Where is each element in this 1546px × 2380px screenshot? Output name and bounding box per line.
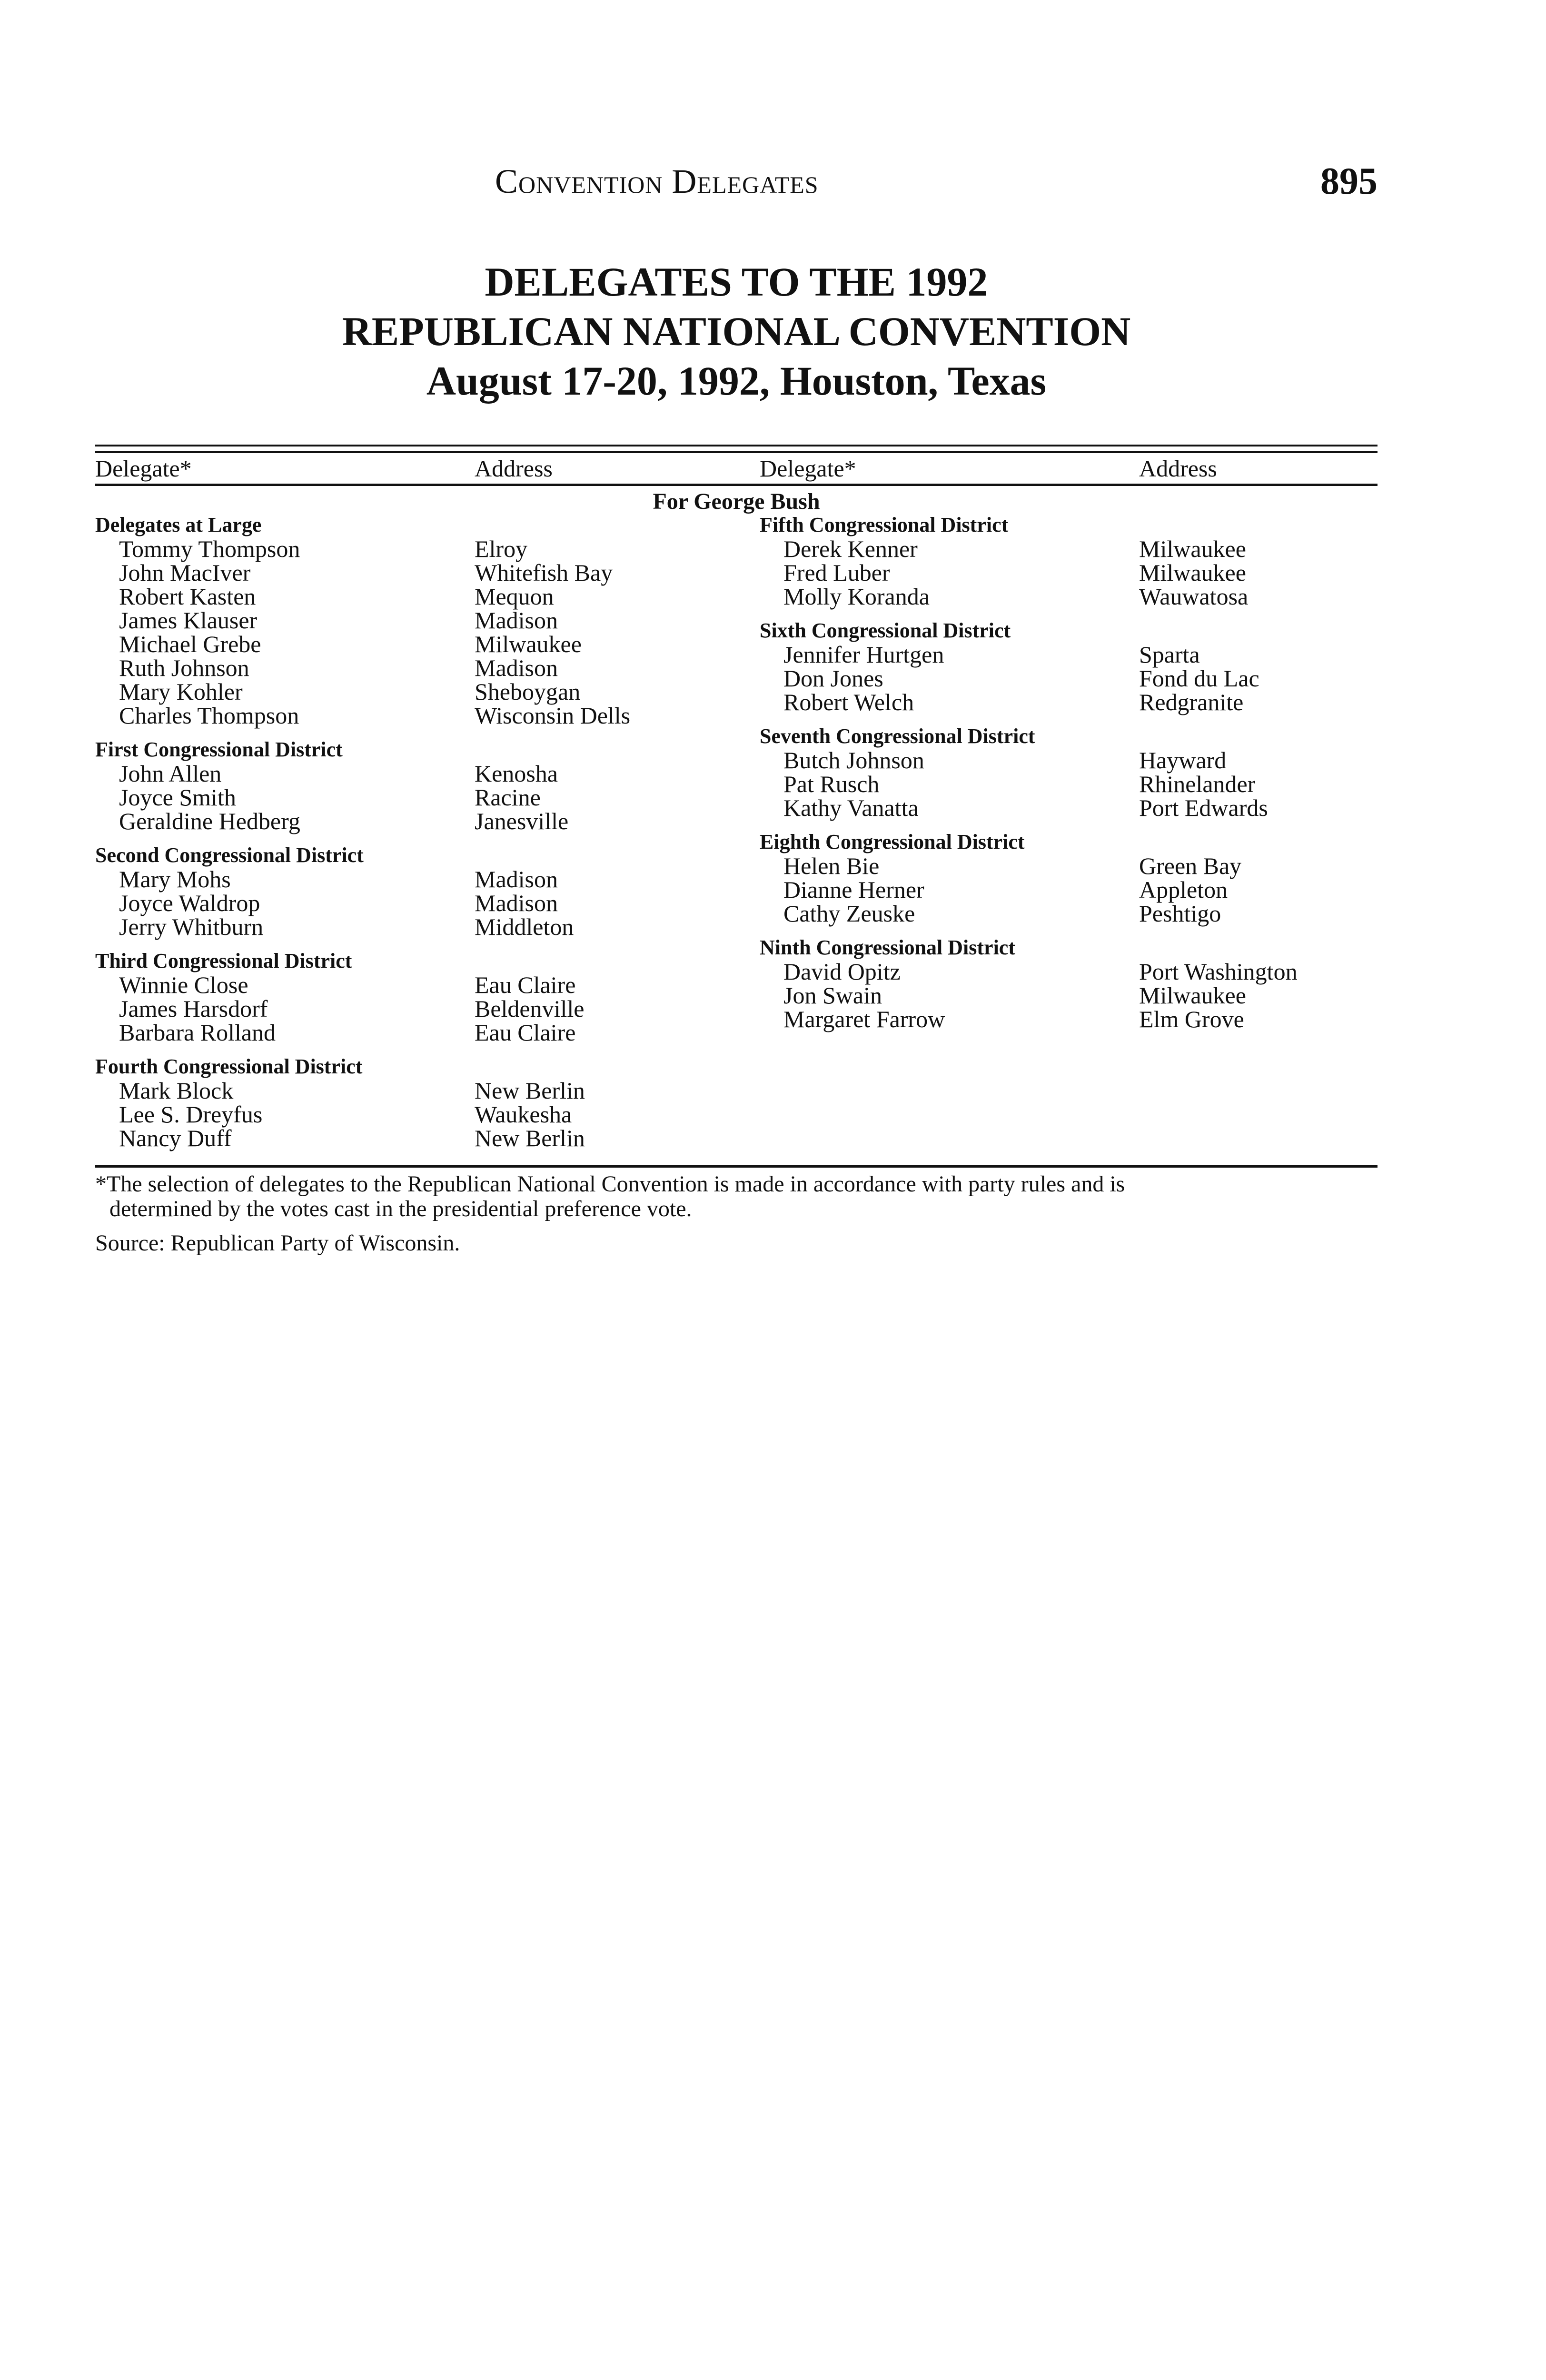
delegate-address: Eau Claire	[475, 1019, 576, 1046]
district-group	[95, 949, 752, 1044]
delegate-address: Middleton	[475, 913, 574, 940]
delegate-name: Nancy Duff	[119, 1125, 232, 1151]
district-group	[95, 843, 752, 939]
delegate-name: James Klauser	[119, 607, 258, 634]
table-row	[95, 608, 752, 632]
table-header-rule	[95, 484, 1378, 486]
table-row	[95, 704, 752, 727]
delegate-address: Racine	[475, 784, 541, 811]
delegate-name: John Allen	[119, 760, 222, 787]
delegate-name: James Harsdorf	[119, 995, 268, 1022]
table-row	[760, 960, 1378, 983]
table-row	[760, 561, 1378, 585]
table-row	[95, 656, 752, 680]
delegate-name: Michael Grebe	[119, 631, 261, 657]
delegate-address: Beldenville	[475, 995, 585, 1022]
delegate-name: Robert Welch	[783, 689, 914, 715]
table-row	[760, 643, 1378, 666]
delegate-address: Whitefish Bay	[475, 559, 613, 586]
table-header-row	[95, 455, 1378, 483]
delegate-name: Kathy Vanatta	[783, 794, 919, 821]
district-heading: Fifth Congressional District	[760, 513, 1009, 536]
delegate-name: Dianne Herner	[783, 876, 924, 903]
table-row	[760, 748, 1378, 772]
running-head: Convention Delegates	[495, 162, 819, 200]
table-row	[95, 1102, 752, 1126]
delegate-address: Milwaukee	[475, 631, 582, 657]
header-address-right: Address	[1139, 455, 1217, 482]
title-line-3: August 17-20, 1992, Houston, Texas	[426, 358, 1047, 404]
delegate-name: Robert Kasten	[119, 583, 256, 610]
district-group	[95, 1055, 752, 1150]
table-top-rule	[95, 445, 1378, 453]
left-column	[95, 513, 752, 1160]
delegate-address: Janesville	[475, 808, 569, 834]
delegate-name: Mary Kohler	[119, 678, 243, 705]
district-heading: Third Congressional District	[95, 949, 352, 972]
delegate-name: Ruth Johnson	[119, 654, 249, 681]
table-row	[760, 537, 1378, 561]
table-row	[95, 585, 752, 608]
district-group	[760, 936, 1378, 1031]
delegate-name: John MacIver	[119, 559, 251, 586]
table-row	[95, 561, 752, 585]
district-group	[760, 830, 1378, 925]
delegate-name: Charles Thompson	[119, 702, 299, 729]
delegate-address: Madison	[475, 654, 558, 681]
source-note: Source: Republican Party of Wisconsin.	[95, 1230, 460, 1256]
delegate-address: Fond du Lac	[1139, 665, 1259, 692]
district-group	[95, 513, 752, 727]
table-row	[95, 1021, 752, 1044]
district-heading: Second Congressional District	[95, 843, 364, 867]
delegate-address: Elroy	[475, 536, 528, 562]
delegate-name: Don Jones	[783, 665, 883, 692]
header-delegate-left: Delegate*	[95, 455, 192, 482]
footnote-line-1: *The selection of delegates to the Republican National Convention is made in accordance with party rules and is	[95, 1171, 1125, 1197]
delegate-address: Hayward	[1139, 747, 1227, 774]
header-delegate-right: Delegate*	[760, 455, 856, 482]
delegate-name: Fred Luber	[783, 559, 890, 586]
delegate-address: New Berlin	[475, 1077, 585, 1104]
table-bottom-rule	[95, 1165, 1378, 1168]
table-row	[95, 1079, 752, 1102]
table-row	[95, 867, 752, 891]
delegate-address: Appleton	[1139, 876, 1228, 903]
delegate-address: Wisconsin Dells	[475, 702, 631, 729]
delegate-address: Waukesha	[475, 1101, 572, 1128]
table-row	[760, 666, 1378, 690]
table-row	[760, 902, 1378, 925]
district-heading: Delegates at Large	[95, 513, 262, 536]
table-row	[95, 891, 752, 915]
delegate-name: Mark Block	[119, 1077, 234, 1104]
right-column	[760, 513, 1378, 1041]
table-subhead: For George Bush	[653, 489, 820, 514]
delegate-address: Green Bay	[1139, 853, 1242, 879]
page-number: 895	[1320, 160, 1378, 202]
district-heading: Seventh Congressional District	[760, 724, 1035, 748]
delegate-name: Butch Johnson	[783, 747, 924, 774]
delegate-name: Joyce Waldrop	[119, 890, 260, 916]
delegate-name: Jon Swain	[783, 982, 882, 1009]
table-row	[95, 632, 752, 656]
delegate-name: Margaret Farrow	[783, 1006, 945, 1032]
district-heading: Sixth Congressional District	[760, 619, 1011, 642]
header-address-left: Address	[475, 455, 553, 482]
delegate-name: Molly Koranda	[783, 583, 930, 610]
delegate-address: New Berlin	[475, 1125, 585, 1151]
title-block	[95, 257, 1378, 406]
delegate-name: Cathy Zeuske	[783, 900, 915, 927]
title-line-2: REPUBLICAN NATIONAL CONVENTION	[342, 308, 1131, 354]
delegate-name: Jennifer Hurtgen	[783, 641, 944, 668]
delegate-address: Kenosha	[475, 760, 558, 787]
delegate-address: Eau Claire	[475, 972, 576, 998]
delegate-address: Port Edwards	[1139, 794, 1268, 821]
footnote-line-2: determined by the votes cast in the presidential preference vote.	[109, 1196, 692, 1221]
delegate-address: Elm Grove	[1139, 1006, 1244, 1032]
table-row	[95, 973, 752, 997]
delegate-name: David Opitz	[783, 958, 901, 985]
district-group	[760, 513, 1378, 608]
table-row	[760, 585, 1378, 608]
district-heading: Fourth Congressional District	[95, 1055, 363, 1078]
delegate-name: Tommy Thompson	[119, 536, 300, 562]
table-row	[95, 680, 752, 704]
district-heading: Ninth Congressional District	[760, 936, 1015, 959]
district-group	[760, 619, 1378, 714]
district-group	[760, 724, 1378, 820]
footnote	[95, 1172, 1378, 1221]
delegate-name: Geraldine Hedberg	[119, 808, 300, 834]
delegate-address: Milwaukee	[1139, 559, 1246, 586]
delegate-name: Pat Rusch	[783, 771, 880, 797]
delegate-name: Mary Mohs	[119, 866, 231, 892]
delegate-name: Joyce Smith	[119, 784, 236, 811]
table-row	[95, 537, 752, 561]
delegate-name: Barbara Rolland	[119, 1019, 276, 1046]
table-row	[95, 809, 752, 833]
title-line-1: DELEGATES TO THE 1992	[485, 259, 988, 305]
district-heading: First Congressional District	[95, 738, 343, 761]
delegate-address: Madison	[475, 607, 558, 634]
delegate-name: Derek Kenner	[783, 536, 918, 562]
table-row	[760, 1007, 1378, 1031]
table-row	[95, 785, 752, 809]
delegate-name: Lee S. Dreyfus	[119, 1101, 263, 1128]
delegate-address: Port Washington	[1139, 958, 1298, 985]
delegate-name: Helen Bie	[783, 853, 880, 879]
delegate-address: Madison	[475, 866, 558, 892]
district-heading: Eighth Congressional District	[760, 830, 1025, 853]
delegate-name: Jerry Whitburn	[119, 913, 264, 940]
delegate-address: Milwaukee	[1139, 536, 1246, 562]
table-row	[95, 1126, 752, 1150]
table-row	[760, 983, 1378, 1007]
delegate-name: Winnie Close	[119, 972, 248, 998]
table-row	[760, 796, 1378, 820]
table-row	[760, 878, 1378, 902]
district-group	[95, 738, 752, 833]
delegate-address: Rhinelander	[1139, 771, 1256, 797]
table-row	[760, 854, 1378, 878]
delegate-address: Redgranite	[1139, 689, 1244, 715]
table-row	[95, 915, 752, 939]
delegate-address: Peshtigo	[1139, 900, 1221, 927]
delegate-address: Mequon	[475, 583, 554, 610]
delegate-address: Sheboygan	[475, 678, 581, 705]
delegate-address: Madison	[475, 890, 558, 916]
delegate-address: Sparta	[1139, 641, 1200, 668]
table-row	[760, 772, 1378, 796]
delegate-address: Wauwatosa	[1139, 583, 1249, 610]
table-row	[95, 762, 752, 785]
delegate-address: Milwaukee	[1139, 982, 1246, 1009]
table-row	[760, 690, 1378, 714]
table-row	[95, 997, 752, 1021]
